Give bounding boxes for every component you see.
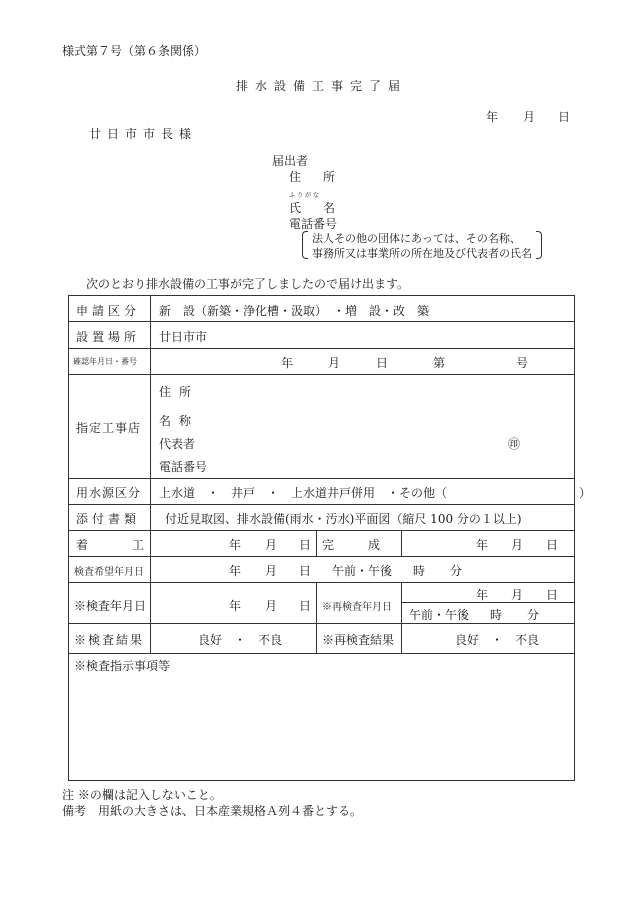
form-number: 様式第７号（第６条関係）	[62, 44, 207, 58]
start-day: 日	[299, 538, 312, 552]
applicant-address-label: 住所	[289, 170, 358, 184]
complete-label: 完成	[322, 538, 415, 552]
reinsp-date-month: 月	[511, 588, 524, 602]
bracket-left	[302, 231, 308, 259]
insp-result-value: 良好 ・ 不良	[198, 633, 283, 647]
applicant-phone-label: 電話番号	[289, 217, 338, 231]
complete-day: 日	[546, 538, 559, 552]
confirm-day: 日	[376, 356, 389, 370]
start-label: 着工	[76, 538, 189, 552]
insp-request-minute: 分	[450, 564, 463, 578]
insp-request-hour: 時	[413, 564, 426, 578]
footer-remark: 備考 用紙の大きさは、日本産業規格Ａ列４番とする。	[62, 804, 363, 818]
bracket-right	[536, 231, 542, 259]
attachments-label: 添付書類	[76, 512, 141, 526]
confirm-go: 号	[516, 356, 529, 370]
water-source-value: 上水道 ・ 井戸 ・ 上水道井戸併用 ・その他（ ）	[159, 486, 592, 500]
start-year: 年	[229, 538, 242, 552]
document-title: 排水設備工事完了届	[236, 79, 408, 93]
insp-request-month: 月	[265, 564, 278, 578]
corp-note-line2: 事務所又は事業所の所在地及び代表者の氏名	[312, 247, 532, 260]
reinsp-result-value: 良好 ・ 不良	[455, 633, 540, 647]
date-day-label: 日	[558, 110, 571, 124]
reinsp-date-day: 日	[546, 588, 559, 602]
furigana-label: ふりがな	[289, 192, 322, 199]
app-type-value: 新 設（新築・浄化槽・汲取） ・増 設・改 築	[159, 304, 430, 318]
complete-year: 年	[476, 538, 489, 552]
insp-request-day: 日	[299, 564, 312, 578]
confirm-label: 確認年月日・番号	[73, 357, 137, 366]
insp-date-year: 年	[229, 599, 242, 613]
confirm-month: 月	[328, 356, 341, 370]
contractor-phone-label: 電話番号	[159, 460, 208, 474]
reinsp-date-year: 年	[476, 588, 489, 602]
insp-date-day: 日	[299, 599, 312, 613]
reinsp-date-label: ※再検査年月日	[322, 602, 392, 613]
seal-mark: ㊞	[508, 437, 521, 451]
location-label: 設置場所	[76, 330, 141, 344]
contractor-name-label: 名称	[159, 414, 200, 428]
corp-note-line1: 法人その他の団体にあっては、その名称、	[312, 232, 521, 245]
applicant-name-label: 氏名	[289, 201, 358, 215]
confirm-year: 年	[281, 356, 294, 370]
insp-result-label: ※検査結果	[74, 633, 145, 647]
addressee: 廿日市市長	[89, 127, 180, 141]
date-month-label: 月	[523, 110, 536, 124]
insp-request-year: 年	[229, 564, 242, 578]
applicant-label: 届出者	[272, 154, 309, 168]
reinsp-result-label: ※再検査結果	[322, 633, 395, 647]
instructions-label: ※検査指示事項等	[74, 659, 171, 673]
reinsp-hour: 時	[490, 608, 503, 622]
location-value: 廿日市市	[159, 330, 208, 344]
insp-request-label: 検査希望年月日	[74, 567, 144, 578]
app-type-label: 申請区分	[76, 304, 141, 318]
attachments-value: 付近見取図、排水設備(雨水・汚水)平面図（縮尺 100 分の１以上)	[165, 512, 522, 526]
complete-month: 月	[511, 538, 524, 552]
reinsp-ampm: 午前・午後	[409, 608, 470, 622]
intro-statement: 次のとおり排水設備の工事が完了しましたので届け出ます。	[86, 277, 410, 291]
start-month: 月	[265, 538, 278, 552]
honorific: 様	[179, 127, 192, 141]
insp-date-label: ※検査年月日	[74, 599, 147, 613]
confirm-dai: 第	[433, 356, 446, 370]
contractor-rep-label: 代表者	[159, 437, 196, 451]
insp-date-month: 月	[265, 599, 278, 613]
insp-request-ampm: 午前・午後	[332, 564, 393, 578]
date-year-label: 年	[486, 110, 499, 124]
water-source-label: 用水源区分	[76, 486, 142, 500]
contractor-address-label: 住所	[159, 385, 200, 399]
reinsp-minute: 分	[527, 608, 540, 622]
footer-note: 注 ※の欄は記入しないこと。	[62, 788, 222, 802]
contractor-label: 指定工事店	[76, 421, 142, 435]
